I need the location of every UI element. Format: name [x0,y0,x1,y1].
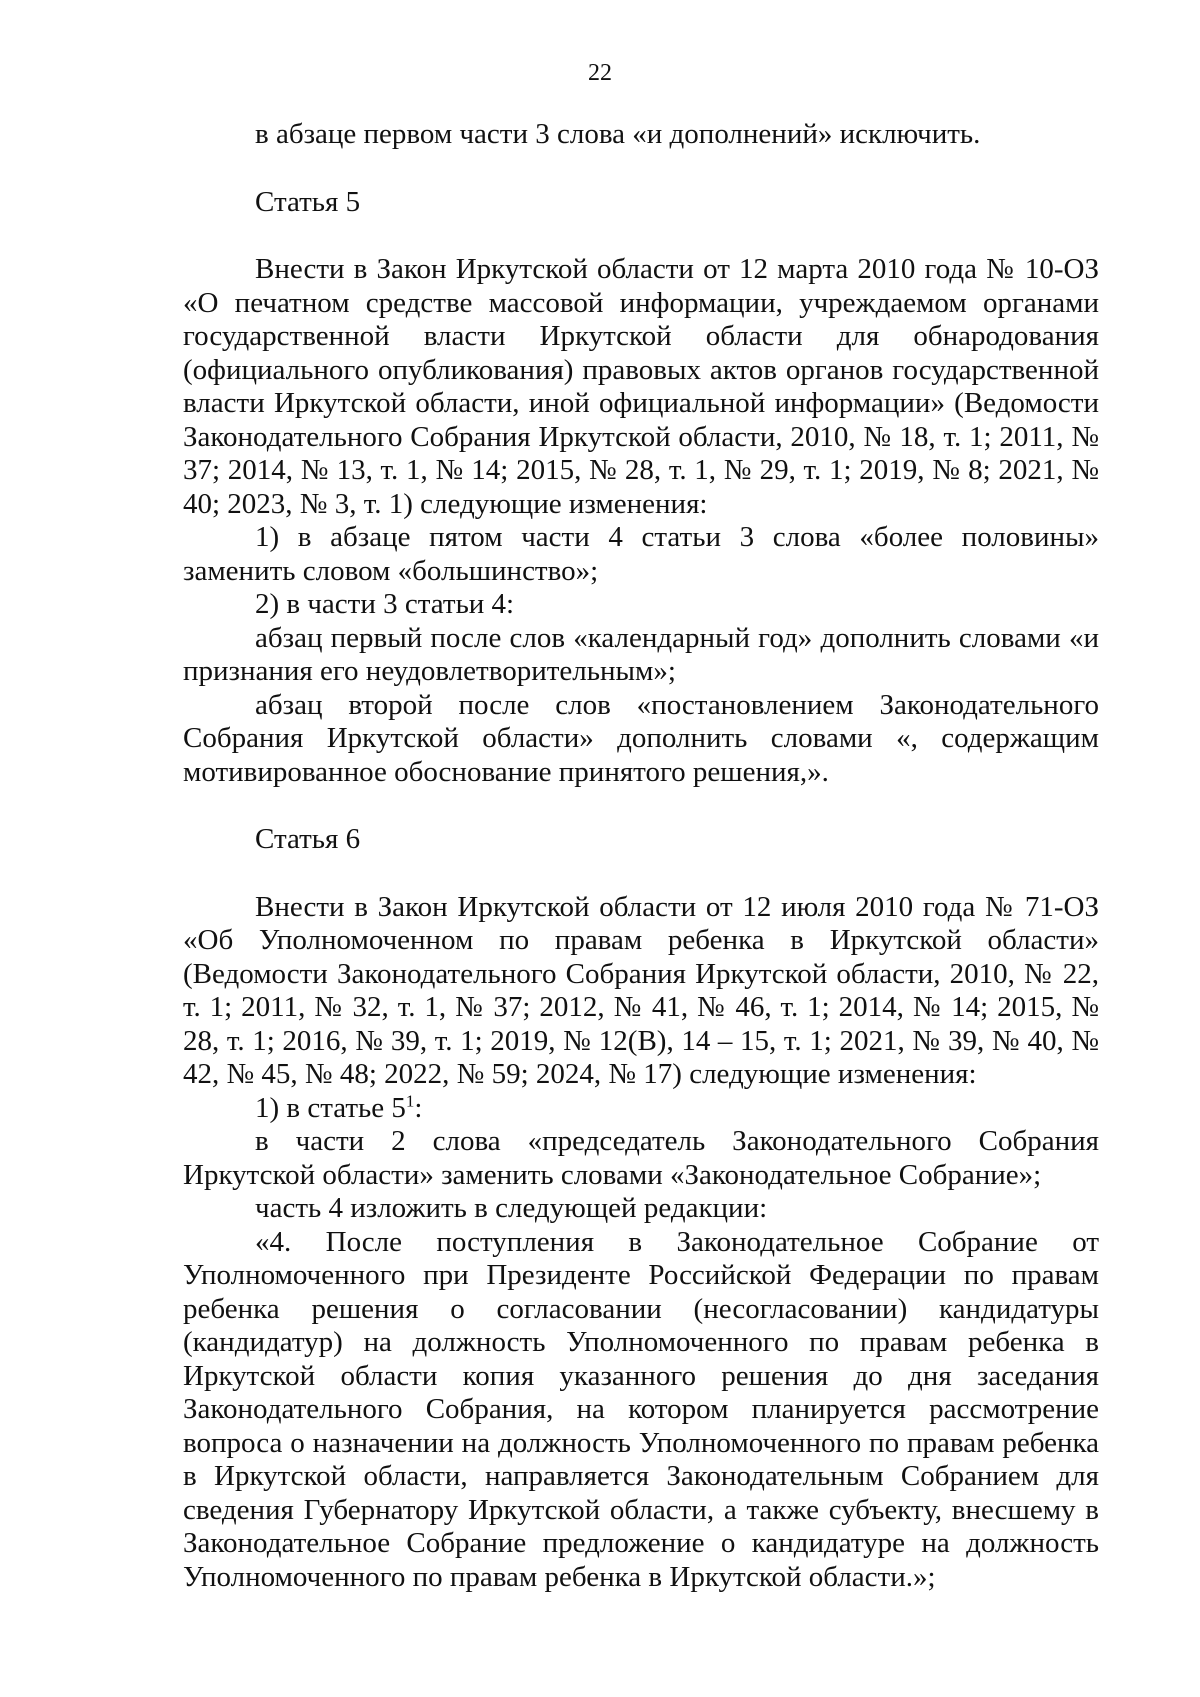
article-6-item-1-para-2: часть 4 изложить в следующей редакции: [255,1192,768,1224]
article-6-heading: Статья 6 [255,823,361,855]
document-body [183,118,1099,1594]
article-5-item-1: 1) в абзаце пятом части 4 статьи 3 слова «более половины» заменить словом «большинство»; [183,521,1099,587]
article-5-heading: Статья 5 [255,185,361,218]
spacer [183,219,1099,253]
spacer [183,857,1099,891]
article-6-item-1-text: 1) в статье 5 [255,1091,406,1124]
article-6-item-1-colon: : [414,1091,423,1124]
article-6-item-1 [183,1092,1099,1126]
article-5-intro: Внести в Закон Иркутской области от 12 марта 2010 года № 10-ОЗ «О печатном средстве массовой информации, учреждаемом органами государственной власти Иркутской области для обнародования (официального опубликования) правовых актов органов государственной власти Иркутской области, иной официальной информации» (Ведомости Законодательного Собрания Иркутской области, 2010, № 18, т. 1; 2011, № 37; 2014, № 13, т. 1, № 14; 2015, № 28, т. 1, № 29, т. 1; 2019, № 8; 2021, № 40; 2023, № 3, т. 1) следующие изменения: [183,253,1099,520]
spacer [183,789,1099,823]
spacer [183,152,1099,186]
article-6-item-1-para-1: в части 2 слова «председатель Законодательного Собрания Иркутской области» заменить словами «Законодательное Собрание»; [183,1125,1099,1191]
article-6-item-1-superscript: 1 [405,1090,415,1110]
page-number: 22 [588,60,612,86]
article-5-item-2: 2) в части 3 статьи 4: [255,588,515,620]
article-6-item-1-para-3: «4. После поступления в Законодательное Собрание от Уполномоченного при Президенте Российской Федерации по правам ребенка решения о согласовании (несогласовании) кандидатуры (кандидатур) на должность Уполномоченного по правам ребенка в Иркутской области копия указанного решения до дня заседания Законодательного Собрания, на котором планируется рассмотрение вопроса о назначении на должность Уполномоченного по правам ребенка в Иркутской области, направляется Законодательным Собранием для сведения Губернатору Иркутской области, а также субъекту, внесшему в Законодательное Собрание предложение о кандидатуре на должность Уполномоченного по правам ребенка в Иркутской области.»; [183,1225,1099,1593]
article-5-item-2-para-2: абзац второй после слов «постановлением Законодательного Собрания Иркутской области» дополнить словами «, содержащим мотивированное обоснование принятого решения,». [183,688,1099,788]
article-5-item-2-para-1: абзац первый после слов «календарный год» дополнить словами «и признания его неудовлетворительным»; [183,621,1099,687]
article-6-intro: Внести в Закон Иркутской области от 12 июля 2010 года № 71-ОЗ «Об Уполномоченном по правам ребенка в Иркутской области» (Ведомости Законодательного Собрания Иркутской области, 2010, № 22, т. 1; 2011, № 32, т. 1, № 37; 2012, № 41, № 46, т. 1; 2014, № 14; 2015, № 28, т. 1; 2016, № 39, т. 1; 2019, № 12(В), 14 – 15, т. 1; 2021, № 39, № 40, № 42, № 45, № 48; 2022, № 59; 2024, № 17) следующие изменения: [183,890,1099,1090]
paragraph-exclusion: в абзаце первом части 3 слова «и дополнений» исключить. [255,118,981,150]
